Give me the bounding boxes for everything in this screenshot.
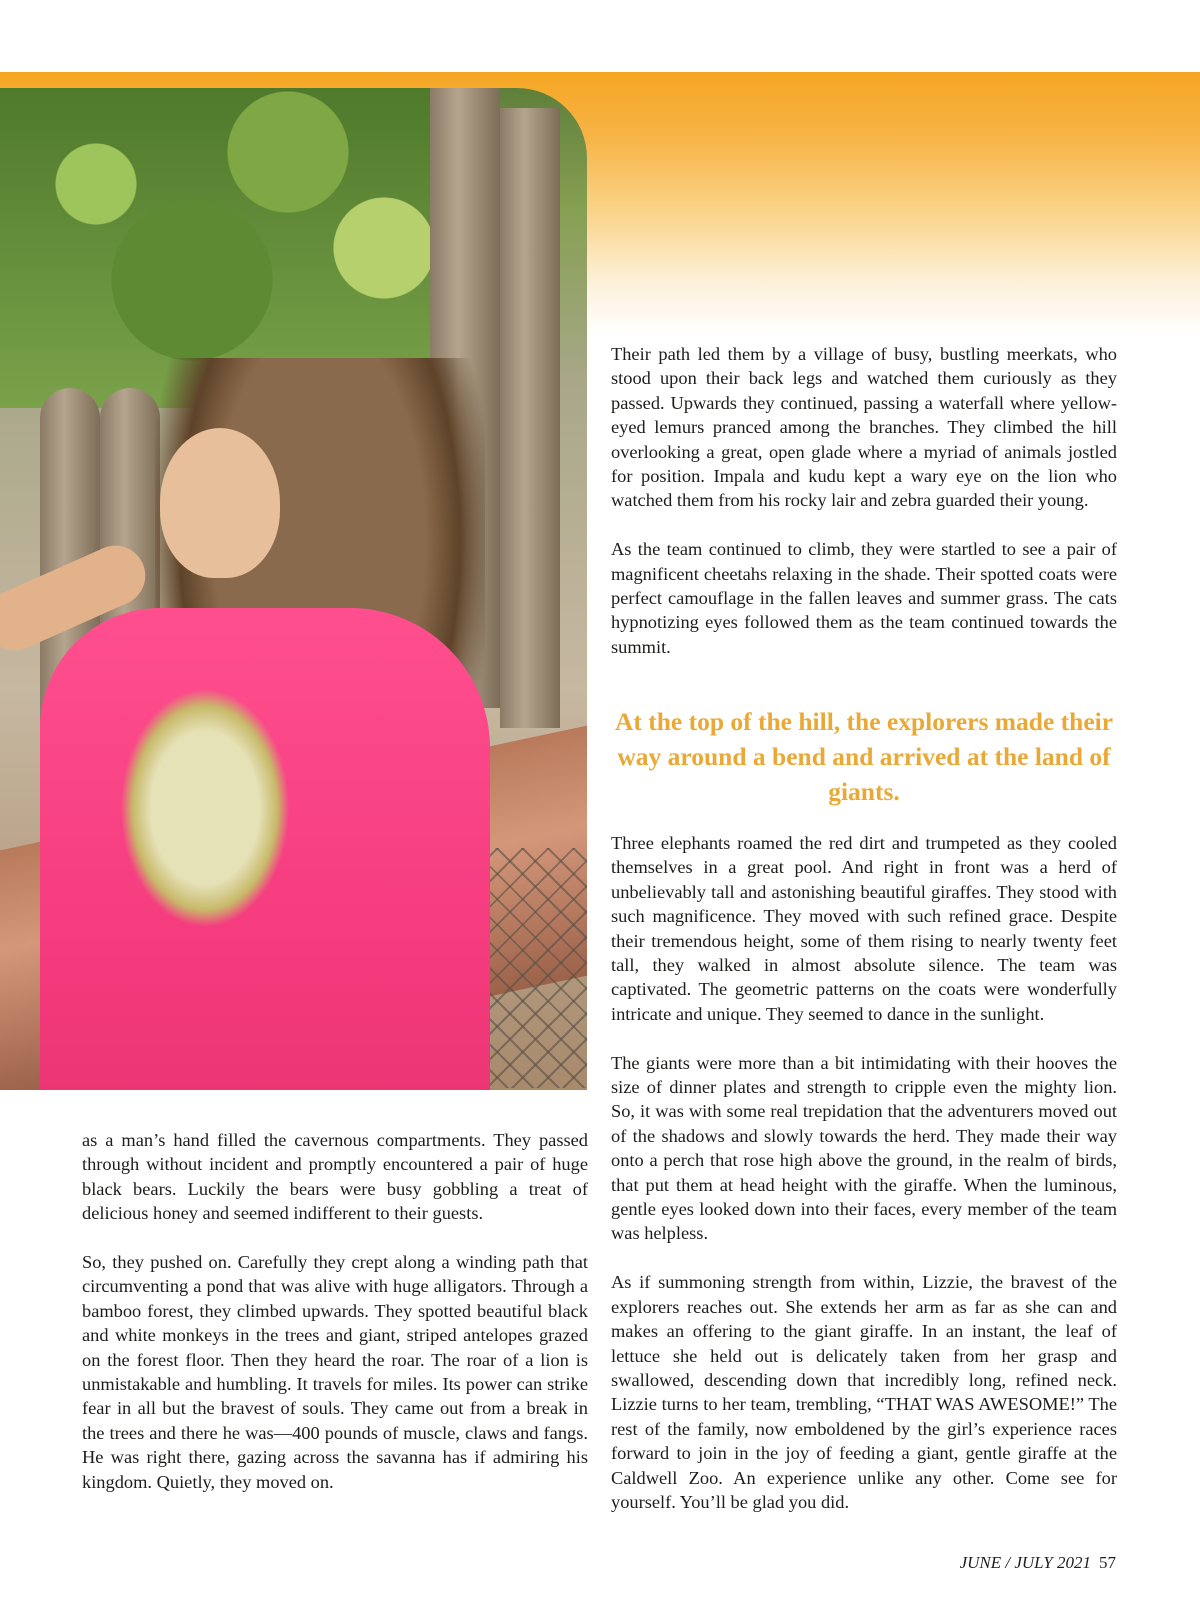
page-number: 57 — [1099, 1553, 1116, 1572]
page-folio — [960, 1553, 1116, 1573]
right-column-bottom — [611, 831, 1117, 1514]
feature-photo — [0, 88, 587, 1090]
left-column — [82, 1128, 588, 1494]
body-paragraph: Three elephants roamed the red dirt and trumpeted as they cooled themselves in a great pool. And right in front was a herd of unbelievably tall and astonishing beautiful giraffes. They stood with such magnificence. They moved with such refined grace. Despite their tremendous height, some of them rising to nearly twenty feet tall, they walked in almost absolute silence. The team was captivated. The geometric patterns on the coats were wonderfully intricate and unique. They seemed to dance in the sunlight. — [611, 833, 1117, 1024]
body-paragraph: Their path led them by a village of busy, bustling meerkats, who stood upon their back legs and watched them curiously as they passed. Upwards they continued, passing a waterfall where yellow-eyed lemurs pranced among the branches. They climbed the hill overlooking a great, open glade where a myriad of animals jostled for position. Impala and kudu kept a wary eye on the lion who watched them from his rocky lair and zebra guarded their young. — [611, 344, 1117, 511]
right-column-top — [611, 342, 1117, 659]
body-paragraph: So, they pushed on. Carefully they crept along a winding path that circumventing a pond that was alive with huge alligators. Through a bamboo forest, they climbed upwards. They spotted beautiful black and white monkeys in the trees and giant, striped antelopes grazed on the forest floor. Then they heard the roar. The roar of a lion is unmistakable and humbling. It travels for miles. Its power can strike fear in all but the bravest of souls. They came out from a break in the trees and there he was—400 pounds of muscle, claws and fangs. He was right there, gazing across the savanna has if admiring his kingdom. Quietly, they moved on. — [82, 1252, 588, 1492]
body-paragraph: The giants were more than a bit intimidating with their hooves the size of dinner plates and strength to cripple even the mighty lion. So, it was with some real trepidation that the adventurers moved out of the shadows and slowly towards the herd. They made their way onto a perch that rose high above the ground, in the realm of birds, that put them at head height with the giraffe. When the luminous, gentle eyes looked down into their faces, every member of the team was helpless. — [611, 1052, 1117, 1244]
issue-date: JUNE / JULY 2021 — [959, 1553, 1091, 1572]
pull-quote: At the top of the hill, the explorers made their way around a bend and arrived at the land of giants. — [614, 707, 1114, 806]
girl-face — [160, 428, 280, 578]
body-paragraph: As if summoning strength from within, Lizzie, the bravest of the explorers reaches out. She extends her arm as far as she can and makes an offering to the giant giraffe. In an instant, the leaf of lettuce she held out is delicately taken from her grasp and swallowed, descending down that incredibly long, refined neck. Lizzie turns to her team, trembling, “THAT WAS AWESOME!” The rest of the family, now emboldened by the girl’s experience races forward to join in the joy of feeding a giant, gentle giraffe at the Caldwell Zoo. An experience unlike any other. Come see for yourself. You’ll be glad you did. — [611, 1272, 1117, 1512]
body-paragraph: As the team continued to climb, they were startled to see a pair of magnificent cheetahs relaxing in the shade. Their spotted coats were perfect camouflage in the fallen leaves and summer grass. The cats hypnotizing eyes followed them as the team continued towards the summit. — [611, 539, 1117, 657]
sequin-giraffe-graphic — [120, 688, 290, 928]
body-paragraph: as a man’s hand filled the cavernous compartments. They passed through without incident and promptly encountered a pair of huge black bears. Luckily the bears were busy gobbling a treat of delicious honey and seemed indifferent to their guests. — [82, 1130, 588, 1224]
fence-post — [500, 108, 560, 728]
